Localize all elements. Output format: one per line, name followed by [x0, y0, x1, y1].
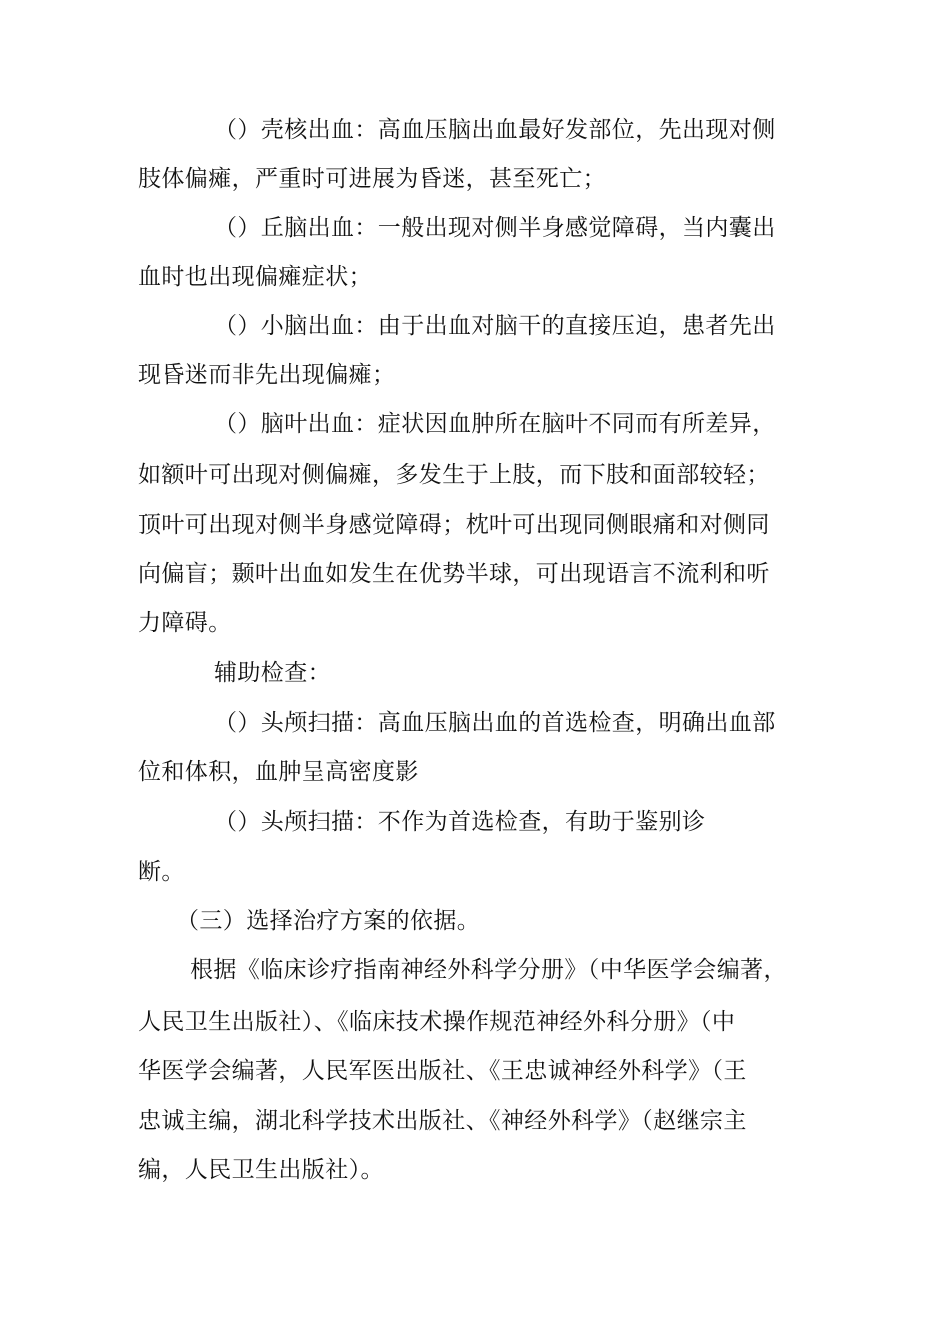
section-heading: 辅助检查：: [214, 660, 331, 686]
text-line: 向偏盲；颞叶出血如发生在优势半球，可出现语言不流利和听: [138, 561, 770, 587]
text-line: 编，人民卫生出版社）。: [138, 1157, 384, 1183]
text-line: 断。: [138, 859, 185, 885]
text-line: 华医学会编著，人民军医出版社、《王忠诚神经外科学》（王: [138, 1058, 747, 1084]
text-line: 位和体积，血肿呈高密度影: [138, 759, 419, 785]
text-line: （）头颅扫描：不作为首选检查，有助于鉴别诊: [214, 809, 706, 835]
text-line: 力障碍。: [138, 610, 232, 636]
text-line: （）丘脑出血：一般出现对侧半身感觉障碍，当内囊出: [214, 215, 776, 241]
text-line: 血时也出现偏瘫症状；: [138, 264, 372, 290]
text-line: 根据《临床诊疗指南神经外科学分册》（中华医学会编著，: [190, 957, 787, 983]
text-line: 肢体偏瘫，严重时可进展为昏迷，甚至死亡；: [138, 166, 606, 192]
text-line: （）小脑出血：由于出血对脑干的直接压迫，患者先出: [214, 313, 776, 339]
text-line: （）头颅扫描：高血压脑出血的首选检查，明确出血部: [214, 710, 776, 736]
text-line: 如额叶可出现对侧偏瘫，多发生于上肢，而下肢和面部较轻；: [138, 462, 770, 488]
text-line: 现昏迷而非先出现偏瘫；: [138, 362, 396, 388]
section-heading: （三）选择治疗方案的依据。: [176, 908, 481, 934]
text-line: 忠诚主编，湖北科学技术出版社、《神经外科学》（赵继宗主: [138, 1108, 747, 1134]
text-line: 人民卫生出版社）、《临床技术操作规范神经外科分册》（中: [138, 1009, 736, 1035]
text-line: 顶叶可出现对侧半身感觉障碍；枕叶可出现同侧眼痛和对侧同: [138, 512, 770, 538]
text-line: （）脑叶出血：症状因血肿所在脑叶不同而有所差异，: [214, 411, 776, 437]
text-line: （）壳核出血：高血压脑出血最好发部位，先出现对侧: [214, 117, 776, 143]
